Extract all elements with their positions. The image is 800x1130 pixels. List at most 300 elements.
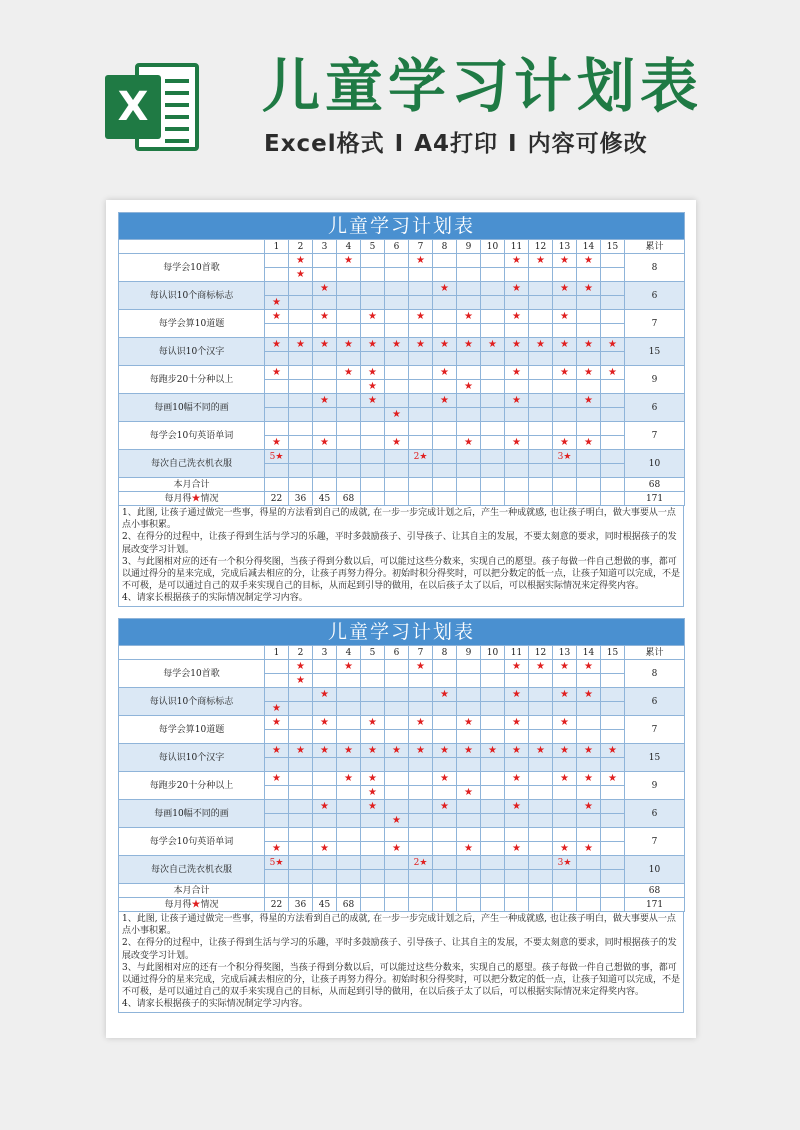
- day-cell[interactable]: [265, 744, 289, 758]
- day-cell[interactable]: [505, 450, 529, 464]
- day-cell[interactable]: [313, 324, 337, 338]
- day-cell[interactable]: [553, 422, 577, 436]
- day-cell[interactable]: [601, 408, 625, 422]
- day-cell[interactable]: [385, 856, 409, 870]
- day-cell[interactable]: [361, 702, 385, 716]
- day-cell[interactable]: [289, 674, 313, 688]
- day-cell[interactable]: [481, 744, 505, 758]
- day-cell[interactable]: [337, 352, 361, 366]
- day-cell[interactable]: [577, 828, 601, 842]
- day-cell[interactable]: [385, 716, 409, 730]
- day-cell[interactable]: [601, 366, 625, 380]
- day-cell[interactable]: [337, 338, 361, 352]
- day-cell[interactable]: [313, 408, 337, 422]
- day-cell[interactable]: [601, 744, 625, 758]
- day-cell[interactable]: [361, 758, 385, 772]
- day-cell[interactable]: [313, 366, 337, 380]
- day-cell[interactable]: [481, 394, 505, 408]
- day-cell[interactable]: [529, 814, 553, 828]
- day-cell[interactable]: [265, 786, 289, 800]
- day-cell[interactable]: [409, 408, 433, 422]
- day-cell[interactable]: [481, 814, 505, 828]
- day-cell[interactable]: [409, 814, 433, 828]
- day-cell[interactable]: [457, 772, 481, 786]
- day-cell[interactable]: [577, 450, 601, 464]
- day-cell[interactable]: [433, 296, 457, 310]
- day-cell[interactable]: [265, 758, 289, 772]
- day-cell[interactable]: [337, 660, 361, 674]
- day-cell[interactable]: [553, 338, 577, 352]
- day-cell[interactable]: [553, 800, 577, 814]
- day-cell[interactable]: [265, 422, 289, 436]
- day-cell[interactable]: [433, 744, 457, 758]
- day-cell[interactable]: [409, 772, 433, 786]
- day-cell[interactable]: [265, 296, 289, 310]
- day-cell[interactable]: [505, 254, 529, 268]
- day-cell[interactable]: [337, 422, 361, 436]
- day-cell[interactable]: [481, 856, 505, 870]
- day-cell[interactable]: [529, 674, 553, 688]
- day-cell[interactable]: [601, 464, 625, 478]
- day-cell[interactable]: [433, 450, 457, 464]
- day-cell[interactable]: [529, 380, 553, 394]
- day-cell[interactable]: [505, 422, 529, 436]
- day-cell[interactable]: [481, 310, 505, 324]
- day-cell[interactable]: [577, 282, 601, 296]
- day-cell[interactable]: [457, 324, 481, 338]
- day-cell[interactable]: [313, 814, 337, 828]
- day-cell[interactable]: [505, 268, 529, 282]
- day-cell[interactable]: [385, 450, 409, 464]
- day-cell[interactable]: [289, 660, 313, 674]
- day-cell[interactable]: [289, 786, 313, 800]
- day-cell[interactable]: [361, 688, 385, 702]
- day-cell[interactable]: [385, 842, 409, 856]
- day-cell[interactable]: [289, 856, 313, 870]
- day-cell[interactable]: [337, 366, 361, 380]
- day-cell[interactable]: [337, 786, 361, 800]
- day-cell[interactable]: [529, 786, 553, 800]
- day-cell[interactable]: [553, 730, 577, 744]
- day-cell[interactable]: [385, 674, 409, 688]
- day-cell[interactable]: [577, 870, 601, 884]
- day-cell[interactable]: [553, 352, 577, 366]
- day-cell[interactable]: [361, 366, 385, 380]
- day-cell[interactable]: [265, 366, 289, 380]
- day-cell[interactable]: [577, 310, 601, 324]
- day-cell[interactable]: [505, 464, 529, 478]
- day-cell[interactable]: [337, 408, 361, 422]
- day-cell[interactable]: [433, 772, 457, 786]
- day-cell[interactable]: [457, 688, 481, 702]
- day-cell[interactable]: [457, 814, 481, 828]
- day-cell[interactable]: [409, 800, 433, 814]
- day-cell[interactable]: [313, 828, 337, 842]
- day-cell[interactable]: [337, 730, 361, 744]
- day-cell[interactable]: [433, 310, 457, 324]
- day-cell[interactable]: [313, 352, 337, 366]
- day-cell[interactable]: [577, 352, 601, 366]
- day-cell[interactable]: [601, 450, 625, 464]
- day-cell[interactable]: [433, 688, 457, 702]
- day-cell[interactable]: [433, 380, 457, 394]
- day-cell[interactable]: [553, 688, 577, 702]
- day-cell[interactable]: [481, 296, 505, 310]
- day-cell[interactable]: [385, 800, 409, 814]
- day-cell[interactable]: [337, 716, 361, 730]
- day-cell[interactable]: [553, 324, 577, 338]
- day-cell[interactable]: [505, 758, 529, 772]
- day-cell[interactable]: [289, 268, 313, 282]
- day-cell[interactable]: [481, 352, 505, 366]
- day-cell[interactable]: [361, 296, 385, 310]
- day-cell[interactable]: [577, 702, 601, 716]
- day-cell[interactable]: [337, 436, 361, 450]
- day-cell[interactable]: [337, 674, 361, 688]
- day-cell[interactable]: [481, 688, 505, 702]
- day-cell[interactable]: [409, 296, 433, 310]
- day-cell[interactable]: [385, 366, 409, 380]
- day-cell[interactable]: [481, 828, 505, 842]
- day-cell[interactable]: [361, 408, 385, 422]
- day-cell[interactable]: [313, 744, 337, 758]
- day-cell[interactable]: [481, 870, 505, 884]
- day-cell[interactable]: [505, 408, 529, 422]
- day-cell[interactable]: [385, 422, 409, 436]
- day-cell[interactable]: [505, 786, 529, 800]
- day-cell[interactable]: [457, 870, 481, 884]
- day-cell[interactable]: [553, 282, 577, 296]
- day-cell[interactable]: [385, 702, 409, 716]
- day-cell[interactable]: [505, 800, 529, 814]
- day-cell[interactable]: [361, 380, 385, 394]
- day-cell[interactable]: [361, 422, 385, 436]
- day-cell[interactable]: [385, 282, 409, 296]
- day-cell[interactable]: [289, 730, 313, 744]
- day-cell[interactable]: [289, 870, 313, 884]
- day-cell[interactable]: [361, 730, 385, 744]
- day-cell[interactable]: [457, 464, 481, 478]
- day-cell[interactable]: [481, 716, 505, 730]
- day-cell[interactable]: [337, 870, 361, 884]
- day-cell[interactable]: [337, 324, 361, 338]
- day-cell[interactable]: [601, 394, 625, 408]
- day-cell[interactable]: [313, 450, 337, 464]
- day-cell[interactable]: [265, 688, 289, 702]
- day-cell[interactable]: [505, 436, 529, 450]
- day-cell[interactable]: [505, 744, 529, 758]
- day-cell[interactable]: [337, 814, 361, 828]
- day-cell[interactable]: [457, 282, 481, 296]
- day-cell[interactable]: [601, 352, 625, 366]
- day-cell[interactable]: [481, 786, 505, 800]
- day-cell[interactable]: [385, 660, 409, 674]
- day-cell[interactable]: [433, 870, 457, 884]
- day-cell[interactable]: [361, 282, 385, 296]
- day-cell[interactable]: [313, 282, 337, 296]
- day-cell[interactable]: [457, 842, 481, 856]
- day-cell[interactable]: [385, 464, 409, 478]
- day-cell[interactable]: [337, 268, 361, 282]
- day-cell[interactable]: [433, 786, 457, 800]
- day-cell[interactable]: [529, 828, 553, 842]
- day-cell[interactable]: [289, 352, 313, 366]
- day-cell[interactable]: [433, 366, 457, 380]
- day-cell[interactable]: [457, 352, 481, 366]
- day-cell[interactable]: [337, 254, 361, 268]
- day-cell[interactable]: [337, 800, 361, 814]
- day-cell[interactable]: [457, 716, 481, 730]
- day-cell[interactable]: [553, 464, 577, 478]
- day-cell[interactable]: [313, 688, 337, 702]
- day-cell[interactable]: [505, 772, 529, 786]
- day-cell[interactable]: [265, 814, 289, 828]
- day-cell[interactable]: [337, 464, 361, 478]
- day-cell[interactable]: [577, 380, 601, 394]
- day-cell[interactable]: [337, 758, 361, 772]
- day-cell[interactable]: [601, 296, 625, 310]
- day-cell[interactable]: [409, 842, 433, 856]
- day-cell[interactable]: [457, 660, 481, 674]
- day-cell[interactable]: [433, 758, 457, 772]
- day-cell[interactable]: [481, 324, 505, 338]
- day-cell[interactable]: [433, 828, 457, 842]
- day-cell[interactable]: [457, 786, 481, 800]
- day-cell[interactable]: [481, 366, 505, 380]
- day-cell[interactable]: [337, 772, 361, 786]
- day-cell[interactable]: [361, 828, 385, 842]
- day-cell[interactable]: [313, 296, 337, 310]
- day-cell[interactable]: [505, 310, 529, 324]
- day-cell[interactable]: [529, 324, 553, 338]
- day-cell[interactable]: [433, 730, 457, 744]
- day-cell[interactable]: [553, 870, 577, 884]
- day-cell[interactable]: [529, 842, 553, 856]
- day-cell[interactable]: [265, 716, 289, 730]
- day-cell[interactable]: [577, 660, 601, 674]
- day-cell[interactable]: [577, 688, 601, 702]
- day-cell[interactable]: [457, 828, 481, 842]
- day-cell[interactable]: [553, 310, 577, 324]
- day-cell[interactable]: [265, 842, 289, 856]
- day-cell[interactable]: [385, 310, 409, 324]
- day-cell[interactable]: [433, 338, 457, 352]
- day-cell[interactable]: [481, 464, 505, 478]
- day-cell[interactable]: [481, 408, 505, 422]
- day-cell[interactable]: [553, 814, 577, 828]
- day-cell[interactable]: [601, 856, 625, 870]
- day-cell[interactable]: [433, 856, 457, 870]
- day-cell[interactable]: [313, 772, 337, 786]
- day-cell[interactable]: [337, 828, 361, 842]
- day-cell[interactable]: [313, 254, 337, 268]
- day-cell[interactable]: [313, 730, 337, 744]
- day-cell[interactable]: [529, 856, 553, 870]
- day-cell[interactable]: [457, 366, 481, 380]
- day-cell[interactable]: [577, 772, 601, 786]
- day-cell[interactable]: [457, 744, 481, 758]
- day-cell[interactable]: [457, 674, 481, 688]
- day-cell[interactable]: [385, 408, 409, 422]
- day-cell[interactable]: [553, 380, 577, 394]
- day-cell[interactable]: [457, 380, 481, 394]
- day-cell[interactable]: [433, 674, 457, 688]
- day-cell[interactable]: [601, 338, 625, 352]
- day-cell[interactable]: [433, 814, 457, 828]
- day-cell[interactable]: [529, 366, 553, 380]
- day-cell[interactable]: [529, 254, 553, 268]
- day-cell[interactable]: [529, 870, 553, 884]
- day-cell[interactable]: [553, 660, 577, 674]
- day-cell[interactable]: [265, 856, 289, 870]
- day-cell[interactable]: [289, 282, 313, 296]
- day-cell[interactable]: [505, 352, 529, 366]
- day-cell[interactable]: [313, 310, 337, 324]
- day-cell[interactable]: [361, 674, 385, 688]
- day-cell[interactable]: [313, 800, 337, 814]
- day-cell[interactable]: [385, 786, 409, 800]
- day-cell[interactable]: [553, 254, 577, 268]
- day-cell[interactable]: [529, 352, 553, 366]
- day-cell[interactable]: [385, 758, 409, 772]
- day-cell[interactable]: [529, 422, 553, 436]
- day-cell[interactable]: [529, 744, 553, 758]
- day-cell[interactable]: [385, 338, 409, 352]
- day-cell[interactable]: [265, 730, 289, 744]
- day-cell[interactable]: [337, 856, 361, 870]
- day-cell[interactable]: [577, 730, 601, 744]
- day-cell[interactable]: [577, 758, 601, 772]
- day-cell[interactable]: [457, 408, 481, 422]
- day-cell[interactable]: [505, 716, 529, 730]
- day-cell[interactable]: [529, 688, 553, 702]
- day-cell[interactable]: [505, 688, 529, 702]
- day-cell[interactable]: [481, 268, 505, 282]
- day-cell[interactable]: [409, 422, 433, 436]
- day-cell[interactable]: [337, 380, 361, 394]
- day-cell[interactable]: [313, 856, 337, 870]
- day-cell[interactable]: [601, 660, 625, 674]
- day-cell[interactable]: [289, 254, 313, 268]
- day-cell[interactable]: [457, 394, 481, 408]
- day-cell[interactable]: [385, 296, 409, 310]
- day-cell[interactable]: [529, 450, 553, 464]
- day-cell[interactable]: [457, 310, 481, 324]
- day-cell[interactable]: [601, 324, 625, 338]
- day-cell[interactable]: [601, 772, 625, 786]
- day-cell[interactable]: [409, 758, 433, 772]
- day-cell[interactable]: [409, 268, 433, 282]
- day-cell[interactable]: [457, 422, 481, 436]
- day-cell[interactable]: [457, 702, 481, 716]
- day-cell[interactable]: [409, 254, 433, 268]
- day-cell[interactable]: [601, 842, 625, 856]
- day-cell[interactable]: [433, 282, 457, 296]
- day-cell[interactable]: [289, 464, 313, 478]
- day-cell[interactable]: [433, 324, 457, 338]
- day-cell[interactable]: [265, 268, 289, 282]
- day-cell[interactable]: [265, 282, 289, 296]
- day-cell[interactable]: [553, 716, 577, 730]
- day-cell[interactable]: [601, 310, 625, 324]
- day-cell[interactable]: [289, 772, 313, 786]
- day-cell[interactable]: [361, 450, 385, 464]
- day-cell[interactable]: [337, 744, 361, 758]
- day-cell[interactable]: [409, 786, 433, 800]
- day-cell[interactable]: [457, 254, 481, 268]
- day-cell[interactable]: [433, 716, 457, 730]
- day-cell[interactable]: [529, 464, 553, 478]
- day-cell[interactable]: [265, 702, 289, 716]
- day-cell[interactable]: [409, 352, 433, 366]
- day-cell[interactable]: [457, 268, 481, 282]
- day-cell[interactable]: [385, 268, 409, 282]
- day-cell[interactable]: [601, 716, 625, 730]
- day-cell[interactable]: [529, 660, 553, 674]
- day-cell[interactable]: [433, 800, 457, 814]
- day-cell[interactable]: [337, 450, 361, 464]
- day-cell[interactable]: [577, 674, 601, 688]
- day-cell[interactable]: [481, 730, 505, 744]
- day-cell[interactable]: [289, 296, 313, 310]
- day-cell[interactable]: [361, 772, 385, 786]
- day-cell[interactable]: [313, 786, 337, 800]
- day-cell[interactable]: [601, 730, 625, 744]
- day-cell[interactable]: [409, 310, 433, 324]
- day-cell[interactable]: [337, 702, 361, 716]
- day-cell[interactable]: [553, 296, 577, 310]
- day-cell[interactable]: [265, 380, 289, 394]
- day-cell[interactable]: [601, 758, 625, 772]
- day-cell[interactable]: [433, 352, 457, 366]
- day-cell[interactable]: [385, 394, 409, 408]
- day-cell[interactable]: [529, 800, 553, 814]
- day-cell[interactable]: [577, 394, 601, 408]
- day-cell[interactable]: [457, 730, 481, 744]
- day-cell[interactable]: [529, 408, 553, 422]
- day-cell[interactable]: [265, 310, 289, 324]
- day-cell[interactable]: [313, 338, 337, 352]
- day-cell[interactable]: [505, 296, 529, 310]
- day-cell[interactable]: [553, 450, 577, 464]
- day-cell[interactable]: [289, 324, 313, 338]
- day-cell[interactable]: [289, 800, 313, 814]
- day-cell[interactable]: [409, 744, 433, 758]
- day-cell[interactable]: [529, 268, 553, 282]
- day-cell[interactable]: [457, 758, 481, 772]
- day-cell[interactable]: [577, 268, 601, 282]
- day-cell[interactable]: [481, 660, 505, 674]
- day-cell[interactable]: [409, 828, 433, 842]
- day-cell[interactable]: [289, 394, 313, 408]
- day-cell[interactable]: [553, 366, 577, 380]
- day-cell[interactable]: [337, 310, 361, 324]
- day-cell[interactable]: [457, 800, 481, 814]
- day-cell[interactable]: [457, 436, 481, 450]
- day-cell[interactable]: [553, 772, 577, 786]
- day-cell[interactable]: [481, 772, 505, 786]
- day-cell[interactable]: [505, 870, 529, 884]
- day-cell[interactable]: [289, 450, 313, 464]
- day-cell[interactable]: [289, 338, 313, 352]
- day-cell[interactable]: [313, 674, 337, 688]
- day-cell[interactable]: [553, 408, 577, 422]
- day-cell[interactable]: [361, 870, 385, 884]
- day-cell[interactable]: [313, 870, 337, 884]
- day-cell[interactable]: [577, 254, 601, 268]
- day-cell[interactable]: [481, 422, 505, 436]
- day-cell[interactable]: [457, 296, 481, 310]
